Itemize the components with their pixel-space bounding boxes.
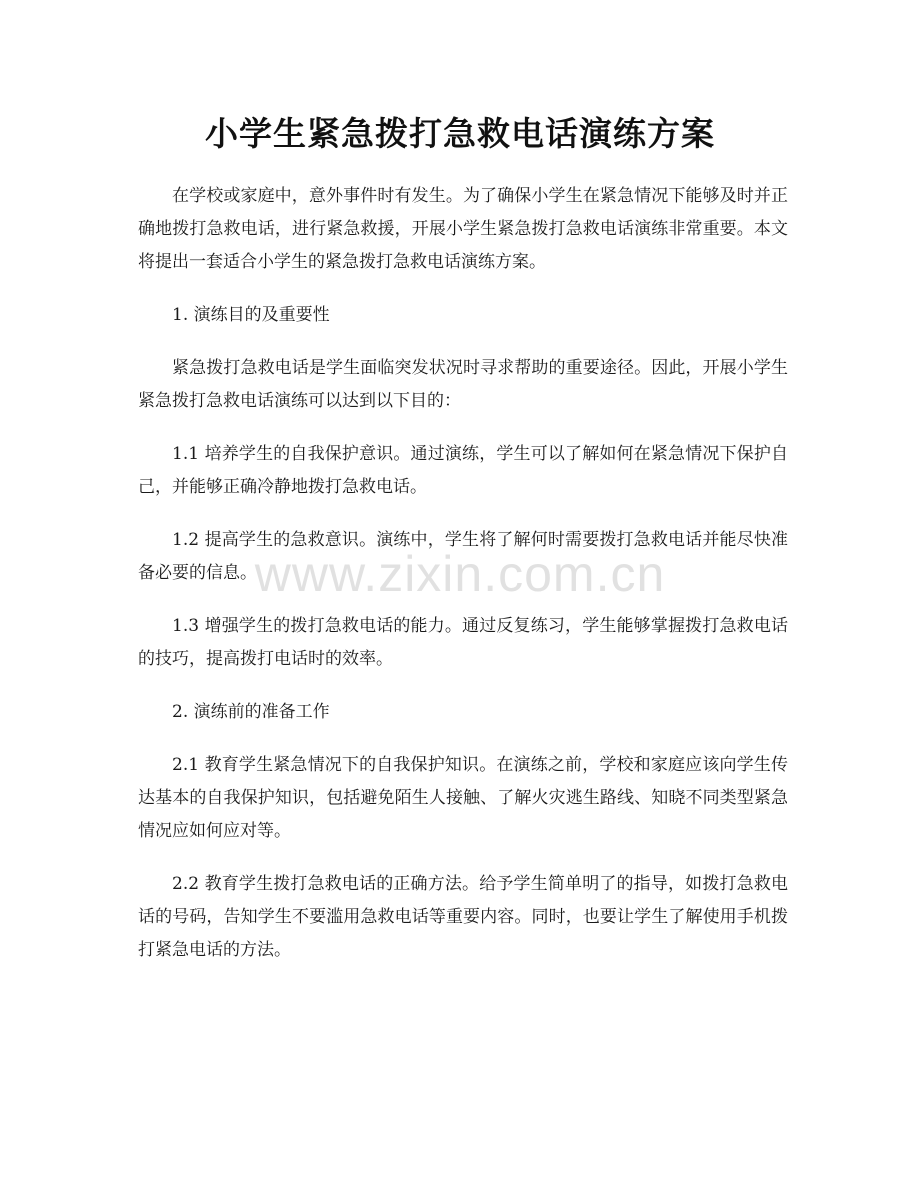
intro-paragraph: 在学校或家庭中，意外事件时有发生。为了确保小学生在紧急情况下能够及时并正确地拨打急救电话，进行紧急救援，开展小学生紧急拨打急救电话演练非常重要。本文将提出一套适合小学生的紧急拨打急救电话演练方案。 — [138, 186, 788, 272]
item-1-3-paragraph: 1.3 增强学生的拨打急救电话的能力。通过反复练习，学生能够掌握拨打急救电话的技巧，提高拨打电话时的效率。 — [138, 616, 788, 669]
item-2-1-paragraph: 2.1 教育学生紧急情况下的自我保护知识。在演练之前，学校和家庭应该向学生传达基本的自我保护知识，包括避免陌生人接触、了解火灾逃生路线、知晓不同类型紧急情况应如何应对等。 — [138, 755, 788, 841]
section-1-paragraph: 紧急拨打急救电话是学生面临突发状况时寻求帮助的重要途径。因此，开展小学生紧急拨打急救电话演练可以达到以下目的： — [138, 358, 788, 411]
section-heading-1: 1. 演练目的及重要性 — [172, 305, 330, 325]
item-2-2-paragraph: 2.2 教育学生拨打急救电话的正确方法。给予学生简单明了的指导，如拨打急救电话的号码，告知学生不要滥用急救电话等重要内容。同时，也要让学生了解使用手机拨打紧急电话的方法。 — [138, 874, 788, 960]
item-1-1-paragraph: 1.1 培养学生的自我保护意识。通过演练，学生可以了解如何在紧急情况下保护自己，并能够正确冷静地拨打急救电话。 — [138, 444, 788, 497]
item-1-2-paragraph: 1.2 提高学生的急救意识。演练中，学生将了解何时需要拨打急救电话并能尽快准备必要的信息。 — [138, 530, 788, 583]
document-title: 小学生紧急拨打急救电话演练方案 — [205, 114, 715, 153]
watermark: www.zixin.com.cn — [254, 546, 666, 602]
section-heading-2: 2. 演练前的准备工作 — [172, 702, 330, 722]
document-body — [138, 180, 788, 987]
